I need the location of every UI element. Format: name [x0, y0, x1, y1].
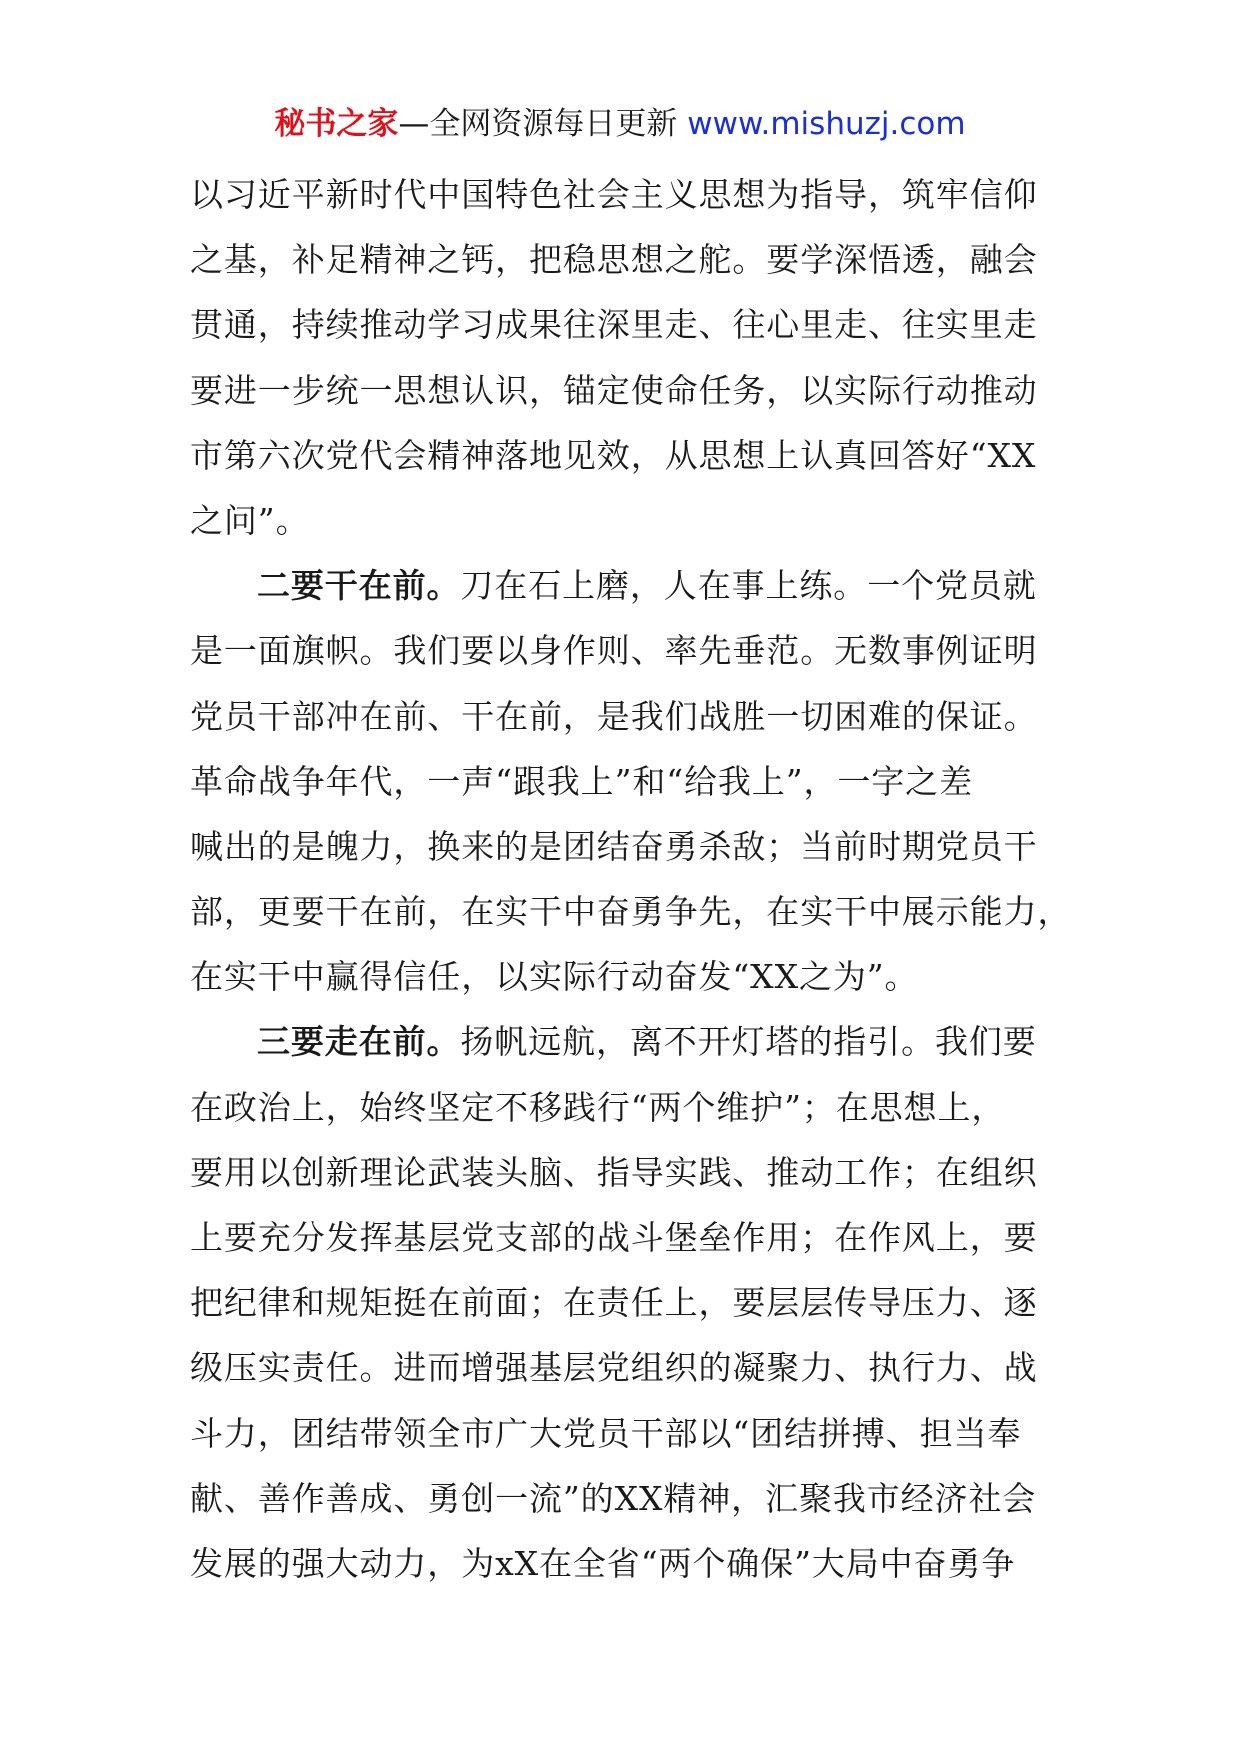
- text-line: 斗力，团结带领全市广大党员干部以“团结拼搏、担当奉: [190, 1413, 1022, 1453]
- text-segment: 扬帆远航，离不开灯塔的指引。我们要: [460, 1022, 1037, 1062]
- site-tagline: —全网资源每日更新: [398, 106, 678, 142]
- text-line: 革命战争年代，一声“跟我上”和“给我上”，一字之差: [190, 761, 973, 801]
- text-line: 贯通，持续推动学习成果往深里走、往心里走、往实里走: [190, 305, 1038, 345]
- text-line: 把纪律和规矩挺在前面；在责任上，要层层传导压力、逐: [190, 1283, 1038, 1323]
- text-line: 之问”。: [190, 500, 310, 540]
- paragraph-1: [190, 162, 1070, 553]
- site-url-link[interactable]: www.mishuzj.com: [687, 106, 966, 142]
- text-line: 之基，补足精神之钙，把稳思想之舵。要学深悟透，融会: [190, 240, 1038, 280]
- paragraph-lead-heading: 二要干在前。: [257, 566, 461, 606]
- paragraph-2: [190, 553, 1070, 1009]
- document-body: [190, 162, 1070, 1596]
- text-line: 市第六次党代会精神落地见效，从思想上认真回答好“XX: [190, 435, 1037, 475]
- text-line: 上要充分发挥基层党支部的战斗堡垒作用；在作风上，要: [190, 1218, 1038, 1257]
- text-line: 在政治上，始终坚定不移践行“两个维护”；在思想上，: [190, 1087, 1006, 1127]
- text-segment: 刀在石上磨，人在事上练。一个党员就: [460, 566, 1037, 606]
- text-line: 级压实责任。进而增强基层党组织的凝聚力、执行力、战: [190, 1348, 1038, 1388]
- text-line: 部，更要干在前，在实干中奋勇争先，在实干中展示能力，: [190, 892, 1072, 932]
- text-line: 献、善作善成、勇创一流”的XX精神，汇聚我市经济社会: [190, 1478, 1037, 1518]
- text-line: 喊出的是魄力，换来的是团结奋勇杀敌；当前时期党员干: [190, 826, 1038, 866]
- text-line: 在实干中赢得信任，以实际行动奋发“XX之为”。: [190, 957, 919, 997]
- site-brand: 秘书之家: [274, 106, 399, 142]
- paragraph-lead-heading: 三要走在前。: [257, 1022, 461, 1062]
- text-line: 是一面旗帜。我们要以身作则、率先垂范。无数事例证明: [190, 631, 1038, 671]
- paragraph-3: [190, 1009, 1070, 1596]
- text-line: [190, 553, 1070, 618]
- text-line: 党员干部冲在前、干在前，是我们战胜一切困难的保证。: [190, 696, 1038, 736]
- text-line: 以习近平新时代中国特色社会主义思想为指导，筑牢信仰: [190, 175, 1038, 214]
- text-line: 要进一步统一思想认识，锚定使命任务，以实际行动推动: [190, 370, 1038, 410]
- text-line: [190, 1009, 1070, 1074]
- text-line: 要用以创新理论武装头脑、指导实践、推动工作；在组织: [190, 1152, 1038, 1192]
- page-header: [0, 100, 1240, 148]
- text-line: 发展的强大动力，为xX在全省“两个确保”大局中奋勇争: [190, 1543, 1016, 1583]
